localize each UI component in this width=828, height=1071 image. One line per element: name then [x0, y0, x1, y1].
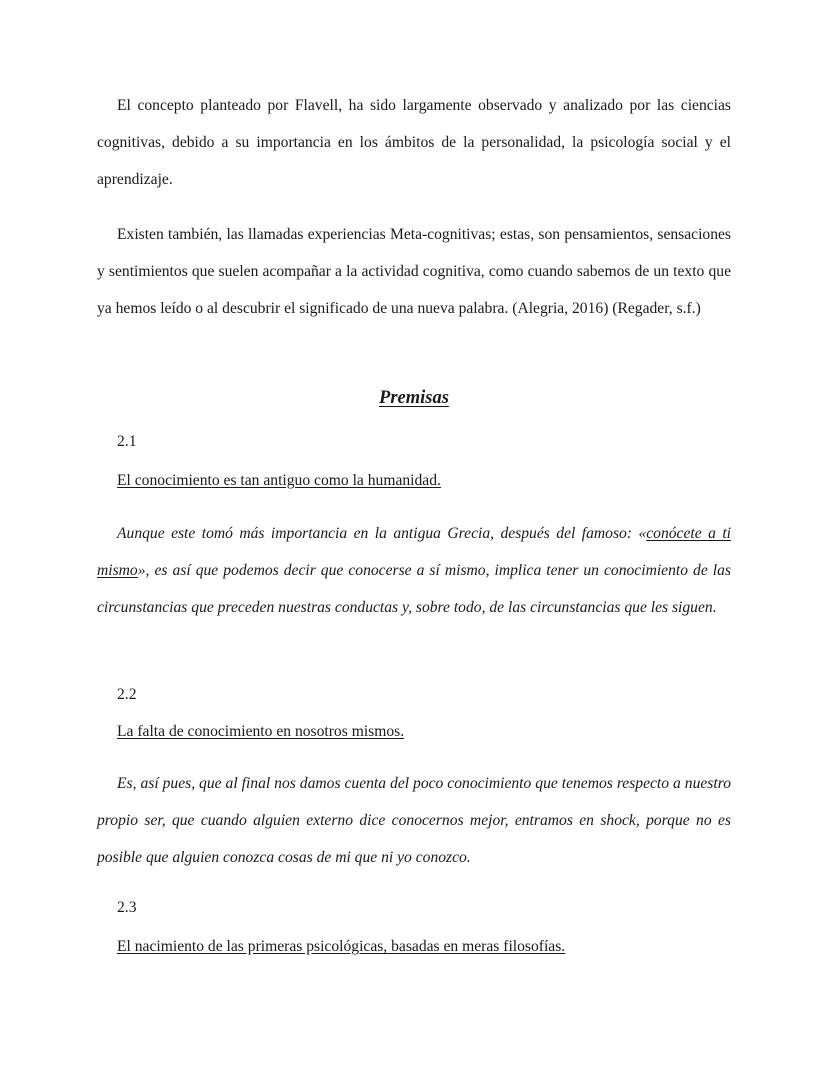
- premise-number: 2.3: [117, 899, 137, 916]
- premise-title: La falta de conocimiento en nosotros mismos.: [117, 723, 405, 740]
- paragraph-metacognitive-experiences: Existen también, las llamadas experiencias Meta-cognitivas; estas, son pensamientos, sensaciones y sentimientos que suelen acompañar a la actividad cognitiva, como cuando sabemos de un texto que ya hemos leído o al descubrir el significado de una nueva palabra. (Alegria, 2016) (Regader, s.f.): [97, 226, 731, 317]
- premise-body-underlined-phrase: conócete a ti mismo: [97, 525, 731, 579]
- paragraph-flavell: El concepto planteado por Flavell, ha sido largamente observado y analizado por las ciencias cognitivas, debido a su importancia en los ámbitos de la personalidad, la psicología social y el aprendizaje.: [97, 97, 731, 188]
- premise-body: Es, así pues, que al final nos damos cuenta del poco conocimiento que tenemos respecto a nuestro propio ser, que cuando alguien externo dice conocernos mejor, entramos en shock, porque no es posible que alguien conozca cosas de mi que ni yo conozco.: [97, 775, 731, 866]
- section-heading: Premisas: [379, 388, 449, 408]
- premise-title: El conocimiento es tan antiguo como la humanidad.: [117, 472, 441, 489]
- premise-number: 2.1: [117, 433, 137, 450]
- premise-body: [97, 515, 731, 626]
- premise-body-text: », es así que podemos decir que conocerse a sí mismo, implica tener un conocimiento de las circunstancias que preceden nuestras conductas y, sobre todo, de las circunstancias que les siguen.: [97, 562, 731, 616]
- premise-number: 2.2: [117, 686, 137, 703]
- premise-body-text: Aunque este tomó más importancia en la antigua Grecia, después del famoso: «: [117, 525, 647, 542]
- premise-title: El nacimiento de las primeras psicológicas, basadas en meras filosofías.: [117, 938, 566, 955]
